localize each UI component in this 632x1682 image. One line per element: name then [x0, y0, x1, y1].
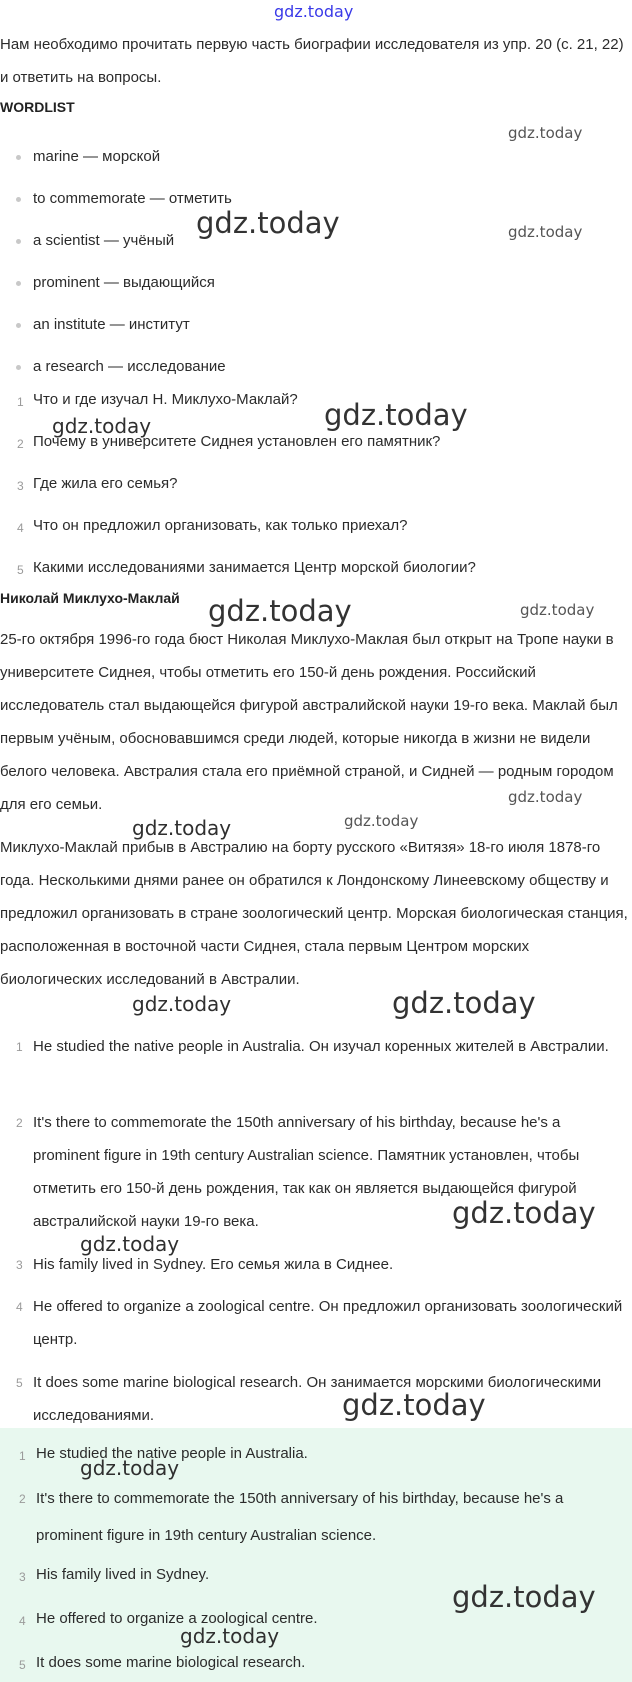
answer-number: 1: [19, 1449, 26, 1463]
answer-text: It's there to commemorate the 150th anniversary of his birthday, because he's a prominent figure in 19th century Australian science.: [36, 1490, 564, 1544]
answer-text: He offered to organize a zoological centre. Он предложил организовать зоологический центр.: [33, 1298, 623, 1348]
watermark: gdz.today: [508, 788, 583, 806]
watermark: gdz.today: [508, 223, 583, 241]
answer-number: 5: [19, 1658, 26, 1672]
question-number: 5: [17, 563, 24, 577]
watermark: gdz.today: [520, 601, 595, 619]
watermark: gdz.today: [274, 2, 354, 21]
watermark: gdz.today: [80, 1456, 180, 1480]
question-number: 3: [17, 479, 24, 493]
bullet: [16, 365, 21, 370]
answer-text: He studied the native people in Australia.: [36, 1445, 308, 1462]
wordlist-title: WORDLIST: [0, 99, 75, 115]
watermark: gdz.today: [196, 206, 340, 240]
watermark: gdz.today: [452, 1196, 596, 1230]
bio-title: Николай Миклухо-Маклай: [0, 590, 180, 606]
question-text: Что он предложил организовать, как только приехал?: [33, 517, 408, 534]
bullet: [16, 323, 21, 328]
question-number: 2: [17, 437, 24, 451]
watermark: gdz.today: [452, 1580, 596, 1614]
watermark: gdz.today: [52, 414, 152, 438]
watermark: gdz.today: [324, 398, 468, 432]
answer-number: 2: [19, 1492, 26, 1506]
bio-paragraph: Миклухо-Маклай прибыв в Австралию на борту русского «Витязя» 18-го июля 1878-го года. Несколькими днями ранее он обратился к Лондонскому Линеевскому обществу и предложил организовать в стране зоологический центр. Морская биологическая станция, расположенная в восточной части Сиднея, стала первым Центром морских биологических исследований в Австралии.: [0, 839, 628, 988]
answer-text: He offered to organize a zoological centre.: [36, 1610, 318, 1627]
bio-paragraph: 25-го октября 1996-го года бюст Николая Миклухо-Маклая был открыт на Тропе науки в университете Сиднея, чтобы отметить его 150-й день рождения. Российский исследователь стал выдающейся фигурой австралийской науки 19-го века. Маклай был первым учёным, обосновавшимся среди людей, которые никогда в жизни не видели белого человека. Австралия стала его приёмной страной, и Сидней — родным городом для его семьи.: [0, 631, 618, 813]
answer-number: 3: [19, 1570, 26, 1584]
watermark: gdz.today: [208, 594, 352, 628]
watermark: gdz.today: [180, 1624, 280, 1648]
question-number: 1: [17, 395, 24, 409]
answer-number: 4: [16, 1300, 23, 1314]
answer-text: He studied the native people in Australia. Он изучал коренных жителей в Австралии.: [33, 1038, 609, 1055]
wordlist-item: a research — исследование: [33, 358, 226, 375]
watermark: gdz.today: [342, 1388, 486, 1422]
wordlist-item: to commemorate — отметить: [33, 190, 232, 207]
question-text: Что и где изучал Н. Миклухо-Маклай?: [33, 391, 298, 408]
answer-text: His family lived in Sydney. Его семья жила в Сиднее.: [33, 1256, 394, 1273]
wordlist-item: a scientist — учёный: [33, 232, 175, 249]
bullet: [16, 197, 21, 202]
answer-text: His family lived in Sydney.: [36, 1566, 210, 1583]
answer-text: It does some marine biological research.: [36, 1654, 306, 1671]
question-text: Какими исследованиями занимается Центр морской биологии?: [33, 559, 476, 576]
answer-number: 5: [16, 1376, 23, 1390]
answer-number: 4: [19, 1614, 26, 1628]
question-text: Почему в университете Сиднея установлен его памятник?: [33, 433, 441, 450]
watermark: gdz.today: [392, 986, 536, 1020]
watermark: gdz.today: [80, 1232, 180, 1256]
watermark: gdz.today: [132, 992, 232, 1016]
bullet: [16, 239, 21, 244]
answer-number: 3: [16, 1258, 23, 1272]
answer-text: It's there to commemorate the 150th anniversary of his birthday, because he's a prominent figure in 19th century Australian science. Памятник установлен, чтобы отметить его 150-й день рождения, так как он является выдающейся фигурой австралийской науки 19-го века.: [33, 1114, 580, 1230]
answer-text: It does some marine biological research. Он занимается морскими биологическими исследованиями.: [33, 1374, 602, 1424]
bullet: [16, 281, 21, 286]
watermark: gdz.today: [132, 816, 232, 840]
wordlist-item: prominent — выдающийся: [33, 274, 215, 291]
answer-number: 2: [16, 1116, 23, 1130]
wordlist-item: an institute — институт: [33, 316, 190, 333]
intro-text: Нам необходимо прочитать первую часть биографии исследователя из упр. 20 (с. 21, 22) и ответить на вопросы.: [0, 36, 624, 86]
answer-number: 1: [16, 1040, 23, 1054]
watermark: gdz.today: [344, 812, 419, 830]
question-number: 4: [17, 521, 24, 535]
watermark: gdz.today: [508, 124, 583, 142]
question-text: Где жила его семья?: [33, 475, 178, 492]
bullet: [16, 155, 21, 160]
wordlist-item: marine — морской: [33, 148, 161, 165]
